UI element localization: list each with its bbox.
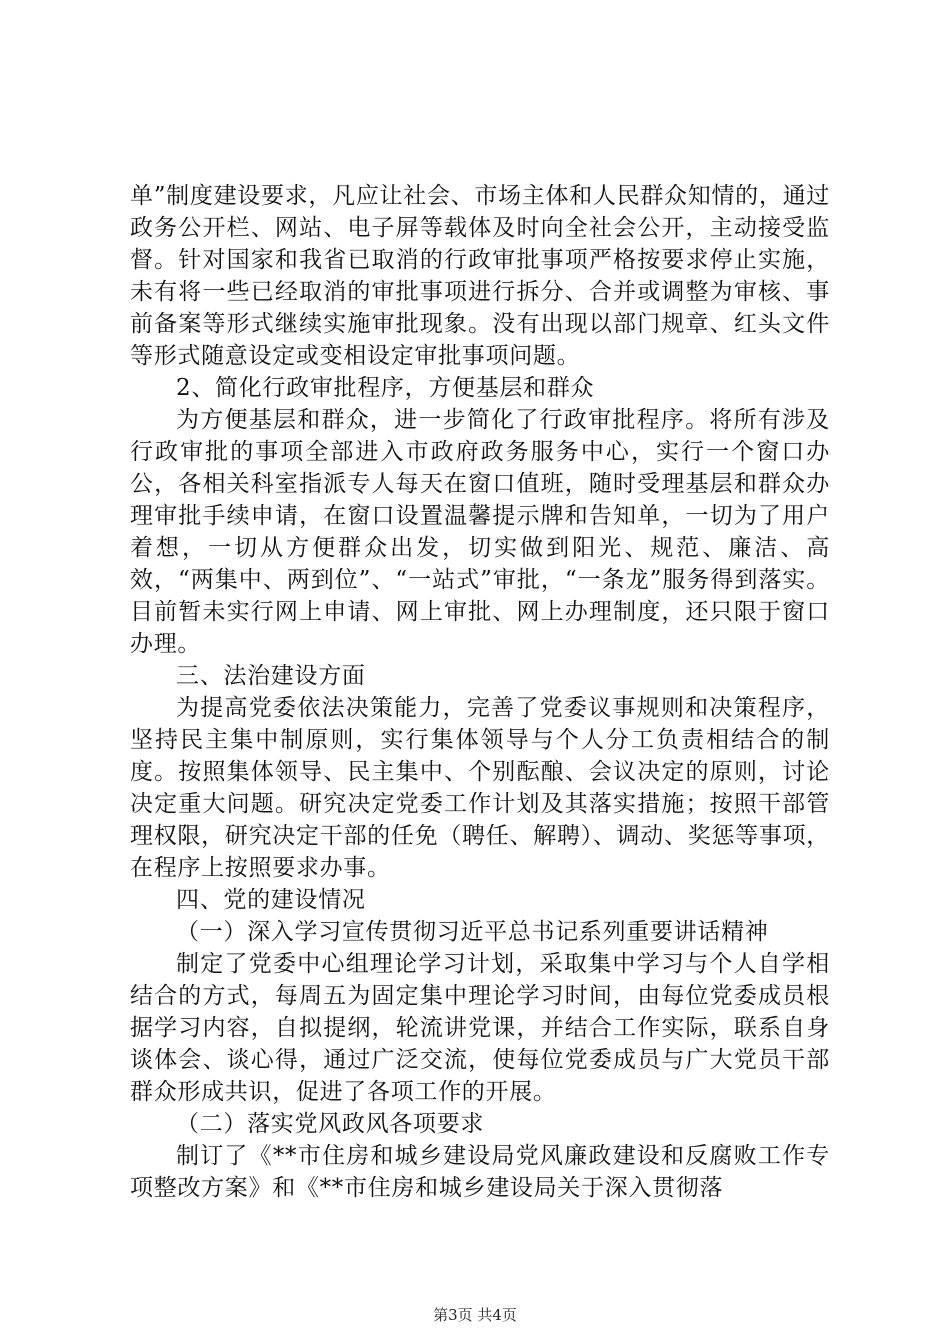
paragraph-continuation: 单”制度建设要求，凡应让社会、市场主体和人民群众知情的，通过政务公开栏、网站、电子屏等载体及时向全社会公开，主动接受监督。针对国家和我省已取消的行政审批事项严格按要求停止实施，未有将一些已经取消的审批事项进行拆分、合并或调整为审核、事前备案等形式继续实施审批现象。没有出现以部门规章、红头文件等形式随意设定或变相设定审批事项问题。	[130, 183, 830, 369]
page-number-footer: 第3页 共4页	[433, 1306, 517, 1324]
section-heading-simplify-approval: 2、简化行政审批程序，方便基层和群众	[176, 375, 595, 401]
subsection-heading-party-style: （二）落实党风政风各项要求	[176, 1111, 485, 1137]
section-heading-rule-of-law: 三、法治建设方面	[176, 663, 366, 689]
paragraph-simplify-approval: 为方便基层和群众，进一步简化了行政审批程序。将所有涉及行政审批的事项全部进入市政府政务服务中心，实行一个窗口办公，各相关科室指派专人每天在窗口值班，随时受理基层和群众办理审批手续申请，在窗口设置温馨提示牌和告知单，一切为了用户着想，一切从方便群众出发，切实做到阳光、规范、廉洁、高效，“两集中、两到位”、“一站式”审批，“一条龙”服务得到落实。目前暂未实行网上申请、网上审批、网上办理制度，还只限于窗口办理。	[130, 407, 830, 657]
document-body	[130, 180, 830, 1204]
section-heading-party-building: 四、党的建设情况	[176, 887, 366, 913]
paragraph-study: 制定了党委中心组理论学习计划，采取集中学习与个人自学相结合的方式，每周五为固定集中理论学习时间，由每位党委成员根据学习内容，自拟提纲，轮流讲党课，并结合工作实际，联系自身谈体会、谈心得，通过广泛交流，使每位党委成员与广大党员干部群众形成共识，促进了各项工作的开展。	[130, 951, 830, 1105]
subsection-heading-study: （一）深入学习宣传贯彻习近平总书记系列重要讲话精神	[176, 919, 769, 945]
paragraph-party-style: 制订了《**市住房和城乡建设局党风廉政建设和反腐败工作专项整改方案》和《**市住房和城乡建设局关于深入贯彻落	[130, 1143, 830, 1201]
paragraph-rule-of-law: 为提高党委依法决策能力，完善了党委议事规则和决策程序，坚持民主集中制原则，实行集体领导与个人分工负责相结合的制度。按照集体领导、民主集中、个别酝酿、会议决定的原则，讨论决定重大问题。研究决定党委工作计划及其落实措施；按照干部管理权限，研究决定干部的任免（聘任、解聘）、调动、奖惩等事项，在程序上按照要求办事。	[130, 695, 830, 881]
